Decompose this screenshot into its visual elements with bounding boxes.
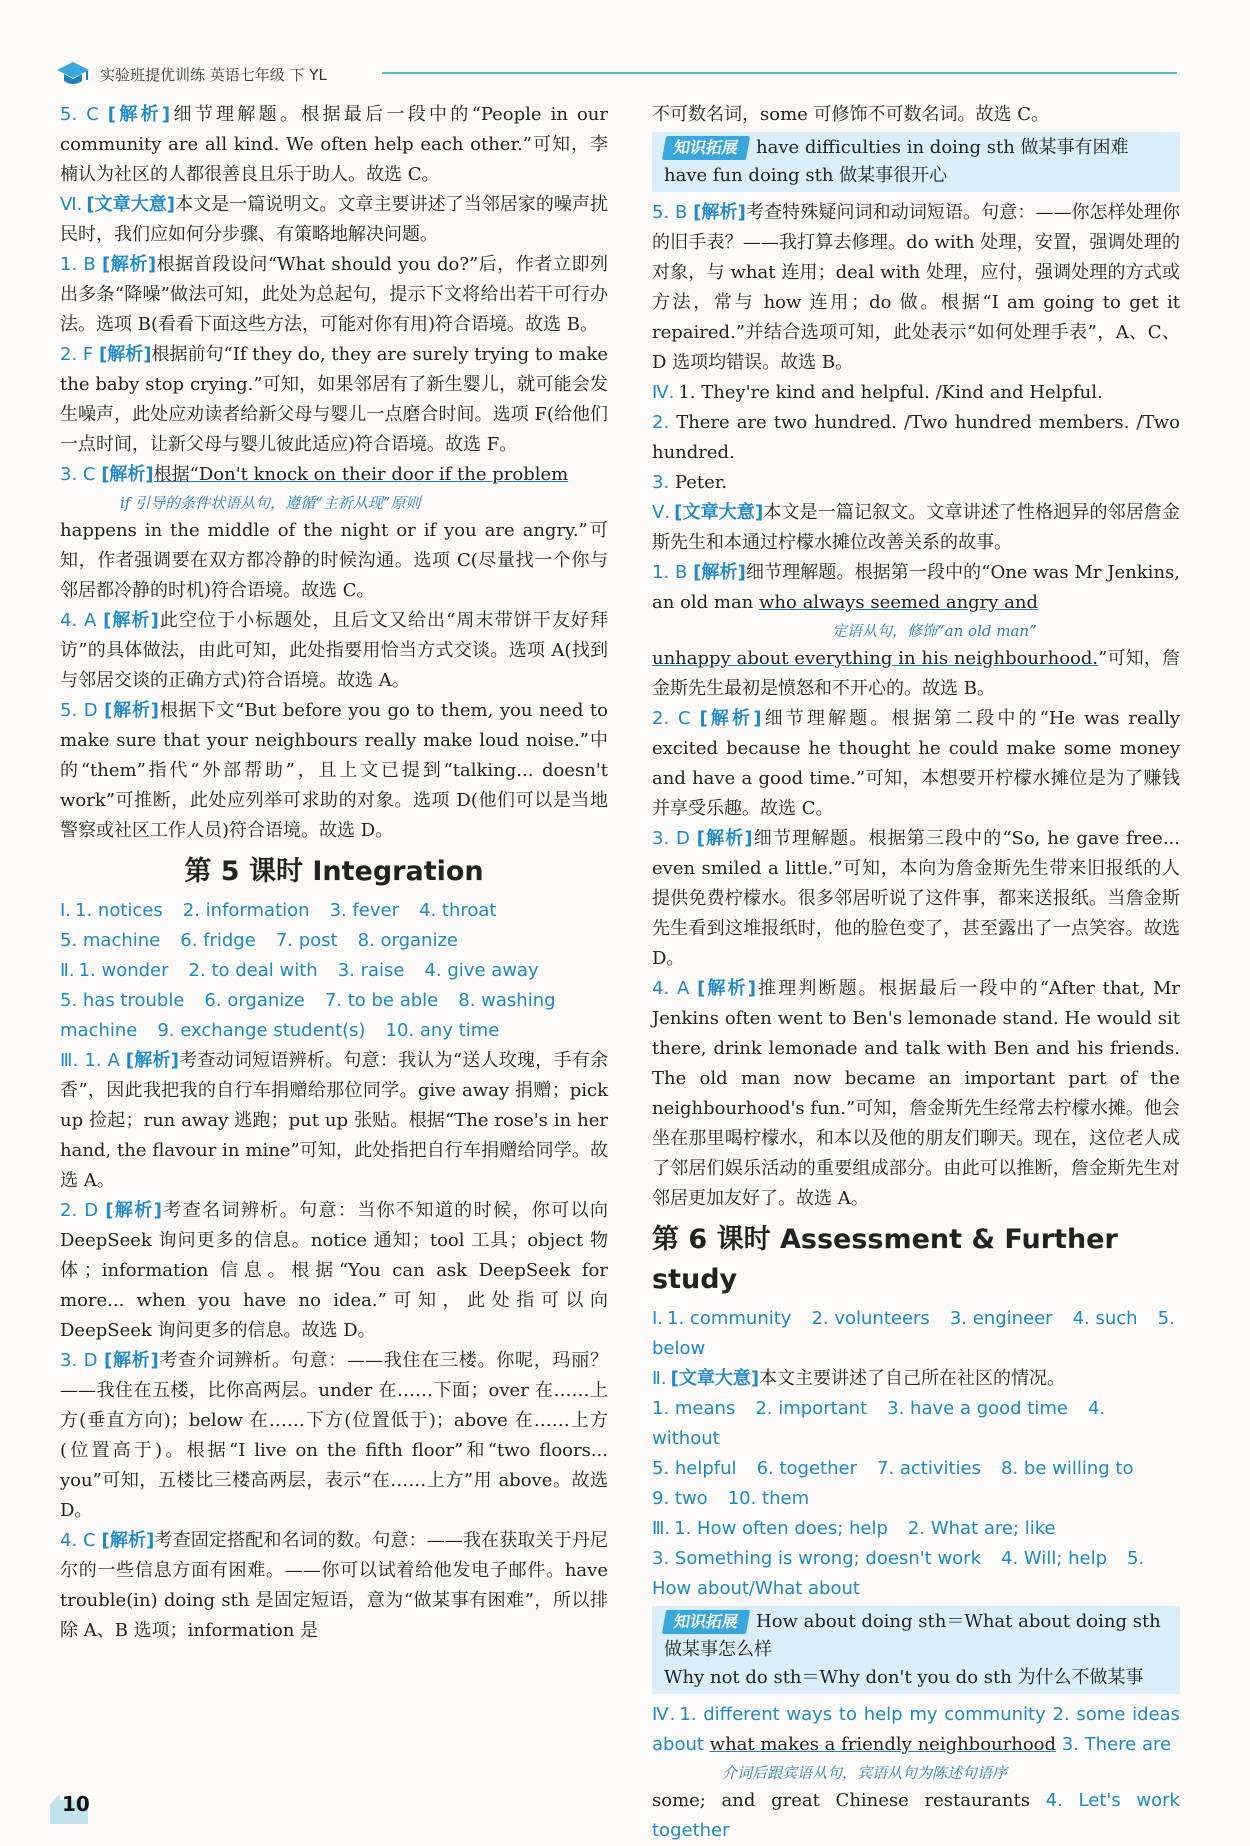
answer-row: 1. means 2. important 3. have a good time 4. without [652, 1398, 1106, 1449]
answer-item: 1. B [解析]根据首段设问“What should you do?”后，作者立即列出多条“降噪”做法可知，此处为总起句，提示下文将给出若干可行办法。选项 B(看看下面这些方法，可能对你有用)符合语境。故选 B。 [60, 254, 608, 335]
page-footer [48, 1790, 108, 1830]
header-rule [382, 72, 1177, 74]
lesson-5-heading: 第 5 课时 Integration [184, 856, 484, 887]
handwritten-note: 定语从句，修饰“an old man” [832, 622, 1037, 640]
tip-tag: 知识拓展 [662, 136, 750, 160]
answer-row: some; and great Chinese restaurants 4. Let's work together [652, 1790, 1180, 1841]
graduation-cap-icon [56, 60, 90, 88]
answer-item: 2. D [解析]考查名词辨析。句意：当你不知道的时候，你可以向 DeepSeek 询问更多的信息。notice 通知；tool 工具；object 物体；information 信息。根据“You can ask DeepSeek for more... when you have no idea.”可知，此处指可以向 DeepSeek 询问更多的信息。故选 D。 [60, 1200, 608, 1341]
answer-item: 2. C [解析]细节理解题。根据第二段中的“He was really excited because he thought he could make some money and have a good time.”可知，本想要开柠檬水摊位是为了赚钱并享受乐趣。故选 C。 [652, 708, 1181, 819]
answer-item: 4. C [解析]考查固定搭配和名词的数。句意：——我在获取关于丹尼尔的一些信息方面有困难。——你可以试着给他发电子邮件。have trouble(in) doing sth 是固定短语，意为“做某事有困难”，所以排除 A、B 选项；information 是 [60, 1530, 608, 1641]
answer-item: 4. A [解析]推理判断题。根据最后一段中的“After that, Mr Jenkins often went to Ben's lemonade stand. He would sit there, drink lemonade and talk with Ben and his friends. The old man now became an important part of the neighbourhood's fun.”可知，詹金斯先生经常去柠檬水摊。他会坐在那里喝柠檬水，和本以及他的朋友们聊天。现在，这位老人成了邻居们娱乐活动的重要组成部分。由此可以推断，詹金斯先生对邻居更加友好了。故选 A。 [652, 978, 1180, 1209]
answer-item: Ⅲ. 1. A [解析]考查动词短语辨析。句意：我认为“送人玫瑰，手有余香”，因此我把我的自行车捐赠给那位同学。give away 捐赠；pick up 捡起；run away 逃跑；put up 张贴。根据“The rose's in her hand, the flavour in mine”可知，此处指把自行车捐赠给同学。故选 A。 [60, 1050, 608, 1191]
answer-item: Ⅳ. 1. They're kind and helpful. /Kind and Helpful. [652, 382, 1103, 403]
answer-item: 3. C [解析]根据“Don't knock on their door if the problem [60, 464, 569, 485]
answer-row: 5. has trouble 6. organize 7. to be able 8. washing machine 9. exchange student(s) 10. any time [60, 990, 556, 1041]
answer-item: 2. There are two hundred. /Two hundred members. /Two hundred. [652, 412, 1180, 463]
tip-tag: 知识拓展 [662, 1610, 750, 1634]
answer-row: 5. helpful 6. together 7. activities 8. be willing to [652, 1458, 1134, 1479]
answer-item: 3. Peter. [652, 472, 728, 493]
answer-item: 2. F [解析]根据前句“If they do, they are surely trying to make the baby stop crying.”可知，如果邻居有了新生婴儿，就可能会发生噪声，此处应劝读者给新父母与婴儿一点磨合时间。选项 F(给他们一点时间，让新父母与婴儿彼此适应)符合语境。故选 F。 [60, 344, 609, 455]
page-header [52, 56, 1177, 96]
right-column [652, 100, 1180, 1846]
answer-item: 3. D [解析]细节理解题。根据第三段中的“So, he gave free... even smiled a little.”可知，本向为詹金斯先生带来旧报纸的人提供免费柠檬水。很多邻居听说了这件事，都来送报纸。当詹金斯先生看到这堆报纸时，他的脸色变了，甚至露出了一点笑容。故选 D。 [652, 828, 1181, 969]
answer-item: 5. B [解析]考查特殊疑问词和动词短语。句意：——你怎样处理你的旧手表？——我打算去修理。do with 处理，安置，强调处理的对象，与 what 连用；deal with 处理，应付，强调处理的方式或方法，常与 how 连用；do 做。根据“I am going to get it repaired.”并结合选项可知，此处表示“如何处理手表”，A、C、D 选项均错误。故选 B。 [652, 202, 1181, 373]
page-number: 10 [62, 1792, 90, 1816]
handwritten-note: if 引导的条件状语从句，遵循“主祈从现”原则 [120, 494, 421, 512]
handwritten-note: 介词后跟宾语从句，宾语从句为陈述句语序 [722, 1764, 1008, 1782]
answer-row: 3. Something is wrong; doesn't work 4. Will; help 5. How about/What about [652, 1548, 1145, 1599]
section-summary: Ⅵ. [文章大意]本文是一篇说明文。文章主要讲述了当邻居家的噪声扰民时，我们应如何分步骤、有策略地解决问题。 [60, 194, 609, 245]
answer-item: 4. A [解析]此空位于小标题处，且后文又给出“周末带饼干友好拜访”的具体做法，由此可知，此处指要用恰当方式交谈。选项 A(找到与邻居交谈的正确方式)符合语境。故选 A。 [60, 610, 608, 691]
answer-row: Ⅳ. 1. different ways to help my community 2. some ideas about what makes a friendly neighbourhood 3. There are [652, 1704, 1181, 1755]
answer-row: Ⅰ. 1. notices 2. information 3. fever 4. throat [60, 900, 497, 921]
answer-item: 5. D [解析]根据下文“But before you go to them, you need to make sure that your neighbours really make loud noise.”中的“them”指代“外部帮助”，且上文已提到“talking... doesn't work”可推断，此处应列举可求助的对象。选项 D(他们可以是当地警察或社区工作人员)符合语境。故选 D。 [60, 700, 608, 841]
answer-item-continued: unhappy about everything in his neighbourhood.”可知，詹金斯先生最初是愤怒和不开心的。故选 B。 [652, 648, 1180, 699]
left-column [60, 100, 608, 1646]
answer-row: 9. two 10. them [652, 1488, 810, 1509]
answer-item: 5. C [解析]细节理解题。根据最后一段中的“People in our community are all kind. We often help each other.”可知，李楠认为社区的人都很善良且乐于助人。故选 C。 [60, 104, 608, 185]
answer-item: 1. B [解析]细节理解题。根据第一段中的“One was Mr Jenkins, an old man who always seemed angry and [652, 562, 1180, 613]
answer-row: 5. machine 6. fridge 7. post 8. organize [60, 930, 458, 951]
answer-row: Ⅱ. 1. wonder 2. to deal with 3. raise 4. give away [60, 960, 539, 981]
knowledge-tip-box: 知识拓展 have difficulties in doing sth 做某事有困难 have fun doing sth 做某事很开心 [652, 132, 1180, 192]
lesson-6-heading: 第 6 课时 Assessment & Further study [652, 1224, 1118, 1295]
book-title: 实验班提优训练 英语七年级 下 YL [100, 66, 327, 84]
section-summary: Ⅴ. [文章大意]本文是一篇记叙文。文章讲述了性格迥异的邻居詹金斯先生和本通过柠檬水摊位改善关系的故事。 [652, 502, 1180, 553]
answer-item-continued: happens in the middle of the night or if you are angry.”可知，作者强调要在双方都冷静的时候沟通。选项 C(尽量找一个你与邻居都冷静的时机)符合语境。故选 C。 [60, 520, 608, 601]
answer-row: Ⅰ. 1. community 2. volunteers 3. engineer 4. such 5. below [652, 1308, 1175, 1359]
knowledge-tip-box: 知识拓展 How about doing sth＝What about doing sth 做某事怎么样 Why not do sth＝Why don't you do sth 为什么不做某事 [652, 1606, 1180, 1694]
answer-item-continued: 不可数名词，some 可修饰不可数名词。故选 C。 [652, 104, 1050, 125]
answer-row: Ⅲ. 1. How often does; help 2. What are; like [652, 1518, 1056, 1539]
section-summary: Ⅱ. [文章大意]本文主要讲述了自己所在社区的情况。 [652, 1368, 1066, 1389]
answer-item: 3. D [解析]考查介词辨析。句意：——我住在三楼。你呢，玛丽？——我住在五楼，比你高两层。under 在……下面；over 在……上方(垂直方向)；below 在……下方(位置低于)；above 在……上方(位置高于)。根据“I live on the fifth floor”和“two floors... you”可知，五楼比三楼高两层，表示“在……上方”用 above。故选 D。 [60, 1350, 609, 1521]
